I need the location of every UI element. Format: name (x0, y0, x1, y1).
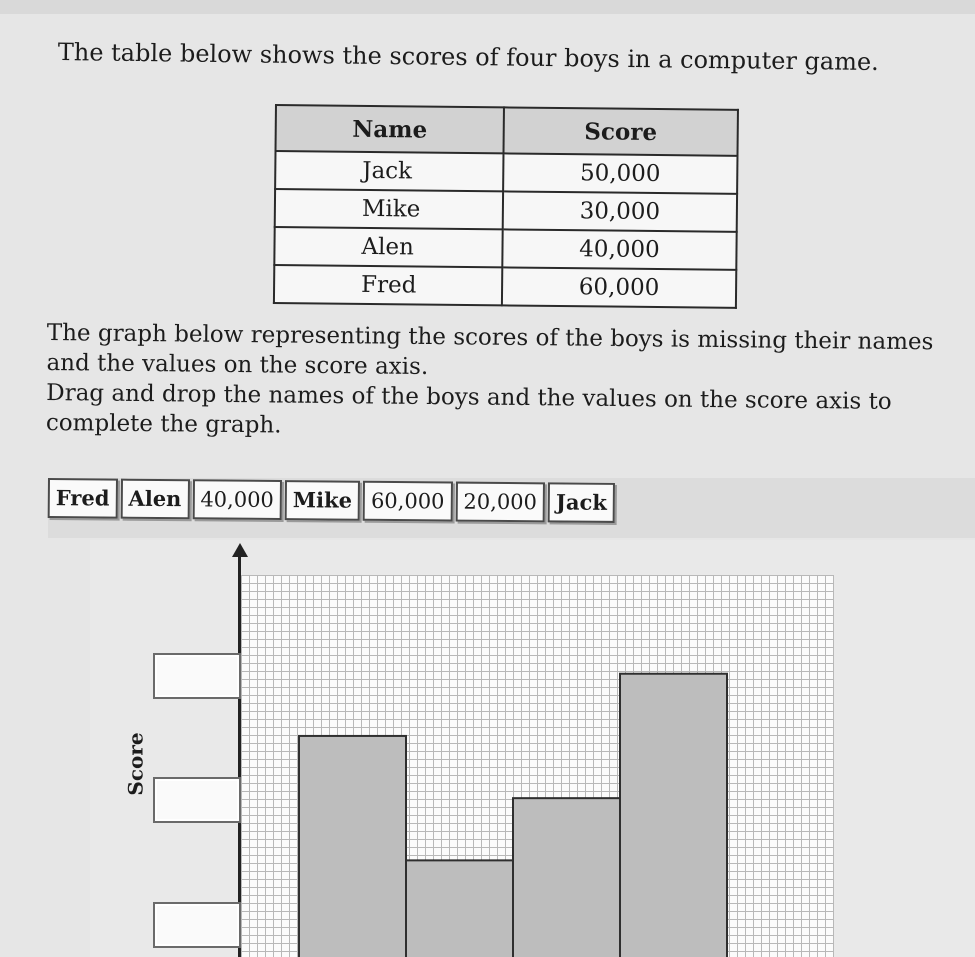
row-score-cell: 60,000 (502, 267, 736, 307)
scores-table (273, 104, 739, 309)
drag-tile-jack[interactable]: Jack (548, 482, 615, 523)
instructions (46, 318, 947, 447)
name-column-header: Name (276, 105, 504, 153)
drag-tile-alen[interactable]: Alen (120, 479, 189, 520)
draggable-tile-tray (48, 478, 615, 523)
row-score-cell: 50,000 (503, 153, 737, 193)
y-axis-line (238, 556, 241, 957)
chart-grid (241, 575, 834, 957)
y-axis-label: Score (123, 732, 148, 796)
drag-tile-fred[interactable]: Fred (48, 478, 118, 519)
row-score-cell: 40,000 (502, 229, 736, 269)
row-name-cell: Fred (274, 265, 502, 305)
table-row (274, 265, 736, 308)
table-row (275, 189, 737, 232)
y-tick-drop-slot-40000[interactable] (153, 777, 241, 823)
table-row (274, 227, 736, 270)
y-tick-drop-slot-60000[interactable] (153, 653, 241, 699)
drag-tile-40000[interactable]: 40,000 (192, 479, 282, 520)
score-column-header: Score (503, 107, 737, 155)
instruction-drag-drop: Drag and drop the names of the boys and the values on the score axis to complete the graph. (45, 379, 892, 439)
drag-tile-mike[interactable]: Mike (285, 480, 360, 521)
page-top-edge (0, 0, 975, 14)
row-name-cell: Mike (275, 189, 503, 229)
drag-tile-60000[interactable]: 60,000 (363, 481, 453, 522)
row-name-cell: Alen (274, 227, 502, 267)
row-score-cell: 30,000 (503, 191, 737, 231)
y-tick-drop-slot-20000[interactable] (153, 902, 241, 948)
row-name-cell: Jack (275, 151, 503, 191)
y-axis-arrow-icon (232, 543, 248, 557)
drag-tile-20000[interactable]: 20,000 (455, 482, 545, 523)
intro-text: The table below shows the scores of four boys in a computer game. (57, 38, 879, 77)
table-header-row (276, 105, 738, 156)
instruction-missing-labels: The graph below representing the scores of the boys is missing their names and the values on the score axis. (46, 319, 934, 380)
table-row (275, 151, 737, 194)
